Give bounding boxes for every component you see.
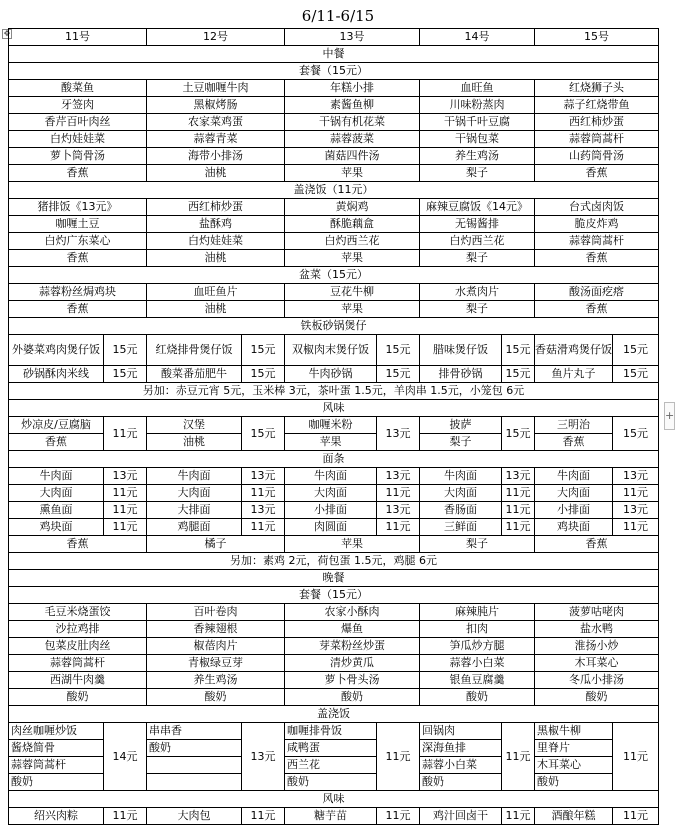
fruit-cell: 橘子: [147, 536, 285, 553]
dish-cell: 腊味煲仔饭: [420, 335, 502, 366]
table-row: [9, 233, 659, 250]
table-row: [9, 301, 659, 318]
dish-cell: 血旺鱼片: [147, 284, 285, 301]
dish-cell: 血旺鱼: [420, 80, 535, 97]
price-cell: 11元: [502, 519, 535, 536]
dish-cell: 咖喱排骨饭: [285, 723, 377, 740]
dish-cell: 披萨: [420, 417, 502, 434]
dish-cell: 黄焖鸡: [285, 199, 420, 216]
dish-cell: 香芹百叶肉丝: [9, 114, 147, 131]
dish-cell: 酸菜鱼: [9, 80, 147, 97]
price-cell: 13元: [377, 502, 420, 519]
fruit-cell: 香蕉: [535, 434, 613, 451]
dish-cell: 双椒肉末煲仔饭: [285, 335, 377, 366]
category-header: 套餐（15元）: [9, 63, 659, 80]
dish-cell: 牛肉面: [535, 468, 613, 485]
dish-cell: 三鲜面: [420, 519, 502, 536]
dish-cell: 毛豆米烧蛋饺: [9, 604, 147, 621]
dish-cell: 酸奶: [535, 774, 613, 791]
dish-cell: 鸡块面: [535, 519, 613, 536]
dish-cell: 梨子: [420, 301, 535, 318]
table-row: [9, 80, 659, 97]
dish-cell: 干锅千叶豆腐: [420, 114, 535, 131]
dish-cell: 酱烧简骨: [9, 740, 104, 757]
dish-cell: 黑椒烤肠: [147, 97, 285, 114]
price-cell: 11元: [502, 502, 535, 519]
extras-note: 另加：素鸡 2元，荷包蛋 1.5元，鸡腿 6元: [9, 553, 659, 570]
section-row: [9, 791, 659, 808]
price-cell: 14元: [104, 723, 147, 791]
dish-cell: 清炒黄瓜: [285, 655, 420, 672]
dish-cell: 酸菜番茄肥牛: [147, 366, 242, 383]
table-row: [9, 284, 659, 301]
price-cell: 11元: [377, 723, 420, 791]
table-row: [9, 199, 659, 216]
price-cell: 15元: [502, 335, 535, 366]
dish-cell: 干锅包菜: [420, 131, 535, 148]
table-row: [9, 216, 659, 233]
dish-cell: 香蕉: [9, 301, 147, 318]
price-cell: 15元: [377, 335, 420, 366]
dish-cell: 香辣翅根: [147, 621, 285, 638]
dish-cell: 深海鱼排: [420, 740, 502, 757]
dish-cell: 麻辣肫片: [420, 604, 535, 621]
fruit-cell: 梨子: [420, 434, 502, 451]
dish-cell: 养生鸡汤: [147, 672, 285, 689]
price-cell: 11元: [242, 485, 285, 502]
section-row: [9, 383, 659, 400]
price-cell: 15元: [242, 366, 285, 383]
dish-cell: 肉圆面: [285, 519, 377, 536]
dish-cell: 养生鸡汤: [420, 148, 535, 165]
dish-cell: 香蕉: [535, 250, 659, 267]
price-cell: 13元: [613, 468, 659, 485]
dish-cell: 小排面: [285, 502, 377, 519]
fruit-cell: 梨子: [420, 536, 535, 553]
weekly-menu-table: [8, 28, 659, 825]
table-row: [9, 723, 659, 740]
table-row: [9, 97, 659, 114]
dish-cell: 香蕉: [9, 165, 147, 182]
dish-cell: 酸奶: [9, 689, 147, 706]
dish-cell: 青椒绿豆芽: [147, 655, 285, 672]
category-header: 风味: [9, 791, 659, 808]
dish-cell: 猪排饭《13元》: [9, 199, 147, 216]
dish-cell: 苹果: [285, 165, 420, 182]
dish-cell: 肉丝咖喱炒饭: [9, 723, 104, 740]
dish-cell: 酸奶: [9, 774, 104, 791]
extras-note: 另加：赤豆元宵 5元，玉米棒 3元，茶叶蛋 1.5元，羊肉串 1.5元，小笼包 6元: [9, 383, 659, 400]
dish-cell: 鱼片丸子: [535, 366, 613, 383]
dish-cell: 绍兴肉粽: [9, 808, 104, 825]
dish-cell: 大肉面: [147, 485, 242, 502]
section-row: [9, 63, 659, 80]
menu-table-container: [8, 28, 659, 825]
dish-cell: 木耳菜心: [535, 655, 659, 672]
dish-cell: 年糕小排: [285, 80, 420, 97]
price-cell: 11元: [502, 808, 535, 825]
dish-cell: 无锡酱排: [420, 216, 535, 233]
dish-cell: 梨子: [420, 165, 535, 182]
dish-cell: 蒜蓉筒蒿杆: [535, 233, 659, 250]
dish-cell: 萝卜骨头汤: [285, 672, 420, 689]
dish-cell: 糖芋苗: [285, 808, 377, 825]
dish-cell: 香蕉: [9, 250, 147, 267]
dish-cell: 笋瓜炒方腿: [420, 638, 535, 655]
section-row: [9, 318, 659, 335]
dish-cell: 水煮肉片: [420, 284, 535, 301]
price-cell: 11元: [242, 519, 285, 536]
dish-cell: 蒜蓉筒蒿杆: [9, 655, 147, 672]
dish-cell: 西红柿炒蛋: [147, 199, 285, 216]
dish-cell: 干锅有机花菜: [285, 114, 420, 131]
section-row: [9, 706, 659, 723]
dish-cell: 鸡汁回卤干: [420, 808, 502, 825]
price-cell: 11元: [613, 808, 659, 825]
price-cell: 11元: [104, 485, 147, 502]
dish-cell: 红烧狮子头: [535, 80, 659, 97]
dish-cell: 脆皮炸鸡: [535, 216, 659, 233]
dish-cell: 蒜蓉粉丝焗鸡块: [9, 284, 147, 301]
day-header-cell: 14号: [420, 29, 535, 46]
section-row: [9, 570, 659, 587]
table-row: [9, 417, 659, 434]
category-header: 盆菜（15元）: [9, 267, 659, 284]
dish-cell: 菌菇四件汤: [285, 148, 420, 165]
dish-cell: 酸奶: [535, 689, 659, 706]
dish-cell: 大肉面: [420, 485, 502, 502]
price-cell: 11元: [377, 485, 420, 502]
dish-cell: 大排面: [147, 502, 242, 519]
price-cell: 11元: [377, 519, 420, 536]
fruit-cell: 油桃: [147, 434, 242, 451]
dish-cell: 里脊片: [535, 740, 613, 757]
table-row: [9, 165, 659, 182]
dish-cell: 西湖牛肉羹: [9, 672, 147, 689]
table-row: [9, 366, 659, 383]
category-header: 盖浇饭: [9, 706, 659, 723]
dish-cell: 菠萝咕咾肉: [535, 604, 659, 621]
dish-cell: 油桃: [147, 250, 285, 267]
price-cell: 11元: [613, 519, 659, 536]
dish-cell: 咖喱土豆: [9, 216, 147, 233]
dish-cell: 砂锅酥肉米线: [9, 366, 104, 383]
fruit-cell: 苹果: [285, 536, 420, 553]
dish-cell: 大肉面: [535, 485, 613, 502]
dish-cell: 木耳菜心: [535, 757, 613, 774]
dish-cell: 鸡块面: [9, 519, 104, 536]
price-cell: 11元: [104, 519, 147, 536]
price-cell: 15元: [377, 366, 420, 383]
meal-header: 中餐: [9, 46, 659, 63]
dish-cell: 鸡腿面: [147, 519, 242, 536]
dish-cell: 酒酿年糕: [535, 808, 613, 825]
page-title: 6/11-6/15: [301, 7, 375, 25]
price-cell: 13元: [104, 468, 147, 485]
dish-cell: 汉堡: [147, 417, 242, 434]
dish-cell: 酸奶: [147, 740, 242, 757]
fruit-cell: 苹果: [285, 434, 377, 451]
dish-cell: 香蕉: [535, 301, 659, 318]
meal-header: 晚餐: [9, 570, 659, 587]
table-row: [9, 502, 659, 519]
table-row: [9, 114, 659, 131]
price-cell: 11元: [104, 808, 147, 825]
dish-cell: 油桃: [147, 301, 285, 318]
dish-cell: 酸奶: [285, 774, 377, 791]
category-header: 风味: [9, 400, 659, 417]
dish-cell: 大肉面: [285, 485, 377, 502]
dish-cell: 川味粉蒸肉: [420, 97, 535, 114]
price-cell: 15元: [104, 335, 147, 366]
dish-cell: 蒜子红烧带鱼: [535, 97, 659, 114]
dish-cell: 苹果: [285, 250, 420, 267]
fruit-cell: 香蕉: [9, 434, 104, 451]
dish-cell: 红烧排骨煲仔饭: [147, 335, 242, 366]
dish-cell: 大肉面: [9, 485, 104, 502]
dish-cell: 回锅肉: [420, 723, 502, 740]
dish-cell: 百叶卷肉: [147, 604, 285, 621]
price-cell: 15元: [502, 366, 535, 383]
dish-cell: 豆花牛柳: [285, 284, 420, 301]
price-cell: 11元: [613, 485, 659, 502]
price-cell: 11元: [613, 723, 659, 791]
dish-cell: 牛肉面: [285, 468, 377, 485]
dish-cell: 冬瓜小排汤: [535, 672, 659, 689]
dish-cell: 熏鱼面: [9, 502, 104, 519]
day-header-cell: 15号: [535, 29, 659, 46]
dish-cell: 银鱼豆腐羹: [420, 672, 535, 689]
dish-cell: 梨子: [420, 250, 535, 267]
price-cell: 11元: [502, 485, 535, 502]
dish-cell: 沙拉鸡排: [9, 621, 147, 638]
dish-cell: 土豆咖喱牛肉: [147, 80, 285, 97]
table-row: [9, 485, 659, 502]
dish-cell: 小排面: [535, 502, 613, 519]
dish-cell: 淮扬小炒: [535, 638, 659, 655]
price-cell: 13元: [242, 468, 285, 485]
dish-cell: 白灼西兰花: [285, 233, 420, 250]
dish-cell: 白灼娃娃菜: [147, 233, 285, 250]
dish-cell: 牛肉面: [147, 468, 242, 485]
dish-cell: 咖喱米粉: [285, 417, 377, 434]
dish-cell: 酸汤面疙瘩: [535, 284, 659, 301]
price-cell: 11元: [377, 808, 420, 825]
section-row: [9, 182, 659, 199]
table-row: [9, 655, 659, 672]
section-row: [9, 587, 659, 604]
dish-cell: 白灼娃娃菜: [9, 131, 147, 148]
category-header: 盖浇饭（11元）: [9, 182, 659, 199]
add-column-button[interactable]: +: [664, 402, 675, 430]
dish-cell: 苹果: [285, 301, 420, 318]
dish-cell: 酸奶: [420, 689, 535, 706]
price-cell: 11元: [104, 502, 147, 519]
dish-cell: 萝卜筒骨汤: [9, 148, 147, 165]
dish-cell: 爆鱼: [285, 621, 420, 638]
dish-cell: 酥脆藕盒: [285, 216, 420, 233]
table-row: [9, 468, 659, 485]
price-cell: 15元: [613, 335, 659, 366]
header-row: [9, 29, 659, 46]
dish-cell: 扣肉: [420, 621, 535, 638]
price-cell: 13元: [242, 723, 285, 791]
dish-cell: 蒜蓉小白菜: [420, 757, 502, 774]
dish-cell: 大肉包: [147, 808, 242, 825]
dish-cell: 香菇滑鸡煲仔饭: [535, 335, 613, 366]
dish-cell: 蒜蓉青菜: [147, 131, 285, 148]
day-header-cell: 13号: [285, 29, 420, 46]
dish-cell: 西红柿炒蛋: [535, 114, 659, 131]
dish-cell: 牛肉面: [420, 468, 502, 485]
dish-cell: 芽菜粉丝炒蛋: [285, 638, 420, 655]
price-cell: 13元: [502, 468, 535, 485]
dish-cell: 三明治: [535, 417, 613, 434]
dish-cell: 酸奶: [285, 689, 420, 706]
dish-cell: 素酱鱼柳: [285, 97, 420, 114]
dish-cell: [147, 757, 242, 774]
dish-cell: 盐水鸭: [535, 621, 659, 638]
table-move-handle-icon[interactable]: ✥: [3, 29, 11, 38]
day-header-cell: 11号: [9, 29, 147, 46]
dish-cell: 包菜皮肚肉丝: [9, 638, 147, 655]
dish-cell: 酸奶: [420, 774, 502, 791]
dish-cell: 串串香: [147, 723, 242, 740]
table-row: [9, 604, 659, 621]
price-cell: 11元: [242, 808, 285, 825]
dish-cell: 白灼广东菜心: [9, 233, 147, 250]
table-row: [9, 689, 659, 706]
dish-cell: 炒凉皮/豆腐脑: [9, 417, 104, 434]
dish-cell: 香肠面: [420, 502, 502, 519]
dish-cell: 白灼西兰花: [420, 233, 535, 250]
dish-cell: 山药筒骨汤: [535, 148, 659, 165]
dish-cell: 台式卤肉饭: [535, 199, 659, 216]
fruit-cell: 香蕉: [9, 536, 147, 553]
dish-cell: 农家小酥肉: [285, 604, 420, 621]
section-row: [9, 451, 659, 468]
dish-cell: 盐酥鸡: [147, 216, 285, 233]
price-cell: 15元: [242, 417, 285, 451]
category-header: 面条: [9, 451, 659, 468]
dish-cell: 麻辣豆腐饭《14元》: [420, 199, 535, 216]
table-row: [9, 536, 659, 553]
dish-cell: 牛肉面: [9, 468, 104, 485]
dish-cell: 油桃: [147, 165, 285, 182]
table-row: [9, 335, 659, 366]
table-row: [9, 808, 659, 825]
dish-cell: 香蕉: [535, 165, 659, 182]
table-row: [9, 131, 659, 148]
dish-cell: 排骨砂锅: [420, 366, 502, 383]
section-row: [9, 400, 659, 417]
dish-cell: 蒜蓉菠菜: [285, 131, 420, 148]
price-cell: 11元: [104, 417, 147, 451]
price-cell: 15元: [242, 335, 285, 366]
section-row: [9, 553, 659, 570]
fruit-cell: 香蕉: [535, 536, 659, 553]
dish-cell: 蒜蓉筒蒿杆: [9, 757, 104, 774]
table-row: [9, 519, 659, 536]
dish-cell: 酸奶: [147, 689, 285, 706]
price-cell: 13元: [242, 502, 285, 519]
dish-cell: 牛肉砂锅: [285, 366, 377, 383]
dish-cell: 西兰花: [285, 757, 377, 774]
section-row: [9, 46, 659, 63]
table-row: [9, 148, 659, 165]
dish-cell: 海带小排汤: [147, 148, 285, 165]
table-row: [9, 672, 659, 689]
dish-cell: 农家菜鸡蛋: [147, 114, 285, 131]
day-header-cell: 12号: [147, 29, 285, 46]
table-row: [9, 250, 659, 267]
dish-cell: 外婆菜鸡肉煲仔饭: [9, 335, 104, 366]
dish-cell: 蒜蓉小白菜: [420, 655, 535, 672]
price-cell: 15元: [502, 417, 535, 451]
dish-cell: 咸鸭蛋: [285, 740, 377, 757]
category-header: 铁板砂锅煲仔: [9, 318, 659, 335]
category-header: 套餐（15元）: [9, 587, 659, 604]
price-cell: 15元: [104, 366, 147, 383]
dish-cell: 蒜蓉筒蒿杆: [535, 131, 659, 148]
table-row: [9, 621, 659, 638]
price-cell: 11元: [502, 723, 535, 791]
dish-cell: 椒蓓肉片: [147, 638, 285, 655]
dish-cell: 牙签肉: [9, 97, 147, 114]
dish-cell: [147, 774, 242, 791]
price-cell: 15元: [613, 366, 659, 383]
dish-cell: 黑椒牛柳: [535, 723, 613, 740]
table-row: [9, 638, 659, 655]
section-row: [9, 267, 659, 284]
price-cell: 15元: [613, 417, 659, 451]
price-cell: 13元: [377, 417, 420, 451]
price-cell: 13元: [613, 502, 659, 519]
price-cell: 13元: [377, 468, 420, 485]
